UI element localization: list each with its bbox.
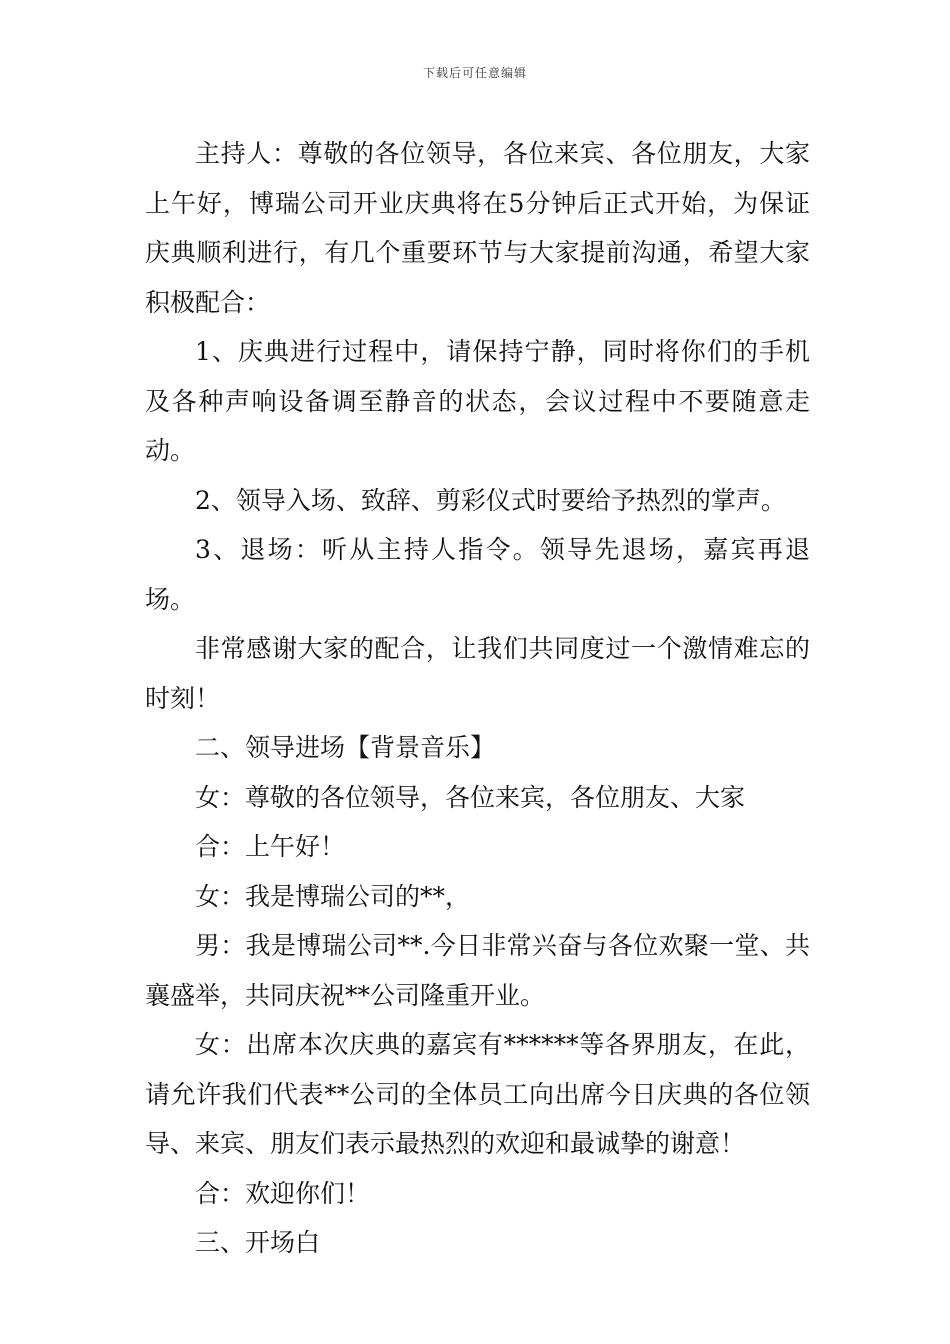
paragraph-thanks: 非常感谢大家的配合，让我们共同度过一个激情难忘的时刻！: [145, 634, 810, 713]
paragraph-host-intro: 主持人：尊敬的各位领导，各位来宾、各位朋友，大家上午好，博瑞公司开业庆典将在5分钟后正式开始，为保证庆典顺利进行，有几个重要环节与大家提前沟通，希望大家积极配合：: [145, 139, 810, 317]
section-heading-opening: 三、开场白: [195, 1228, 321, 1257]
paragraph-rule-1: 1、庆典进行过程中，请保持宁静，同时将你们的手机及各种声响设备调至静音的状态，会议过程中不要随意走动。: [145, 337, 810, 465]
paragraph-rule-2: 2、领导入场、致辞、剪彩仪式时要给予热烈的掌声。: [195, 485, 786, 515]
dialogue-line: 男：我是博瑞公司**.今日非常兴奋与各位欢聚一堂、共襄盛举，共同庆祝**公司隆重开业。: [145, 931, 810, 1010]
section-heading-leaders-enter: 二、领导进场【背景音乐】: [195, 733, 496, 762]
paragraph-rule-3: 3、退场：听从主持人指令。领导先退场，嘉宾再退场。: [145, 535, 810, 614]
dialogue-line: 合：欢迎你们！: [195, 1178, 371, 1208]
page-header: 下载后可任意编辑: [422, 66, 527, 80]
dialogue-line: 合：上午好！: [195, 832, 346, 861]
dialogue-line: 女：出席本次庆典的嘉宾有******等各界朋友，在此，请允许我们代表**公司的全体员工向出席今日庆典的各位领导、来宾、朋友们表示最热烈的欢迎和最诚挚的谢意！: [145, 1030, 810, 1158]
dialogue-line: 女：尊敬的各位领导，各位来宾，各位朋友、大家: [195, 782, 746, 812]
document-body: [145, 129, 810, 1268]
dialogue-line: 女：我是博瑞公司的**，: [195, 881, 471, 911]
